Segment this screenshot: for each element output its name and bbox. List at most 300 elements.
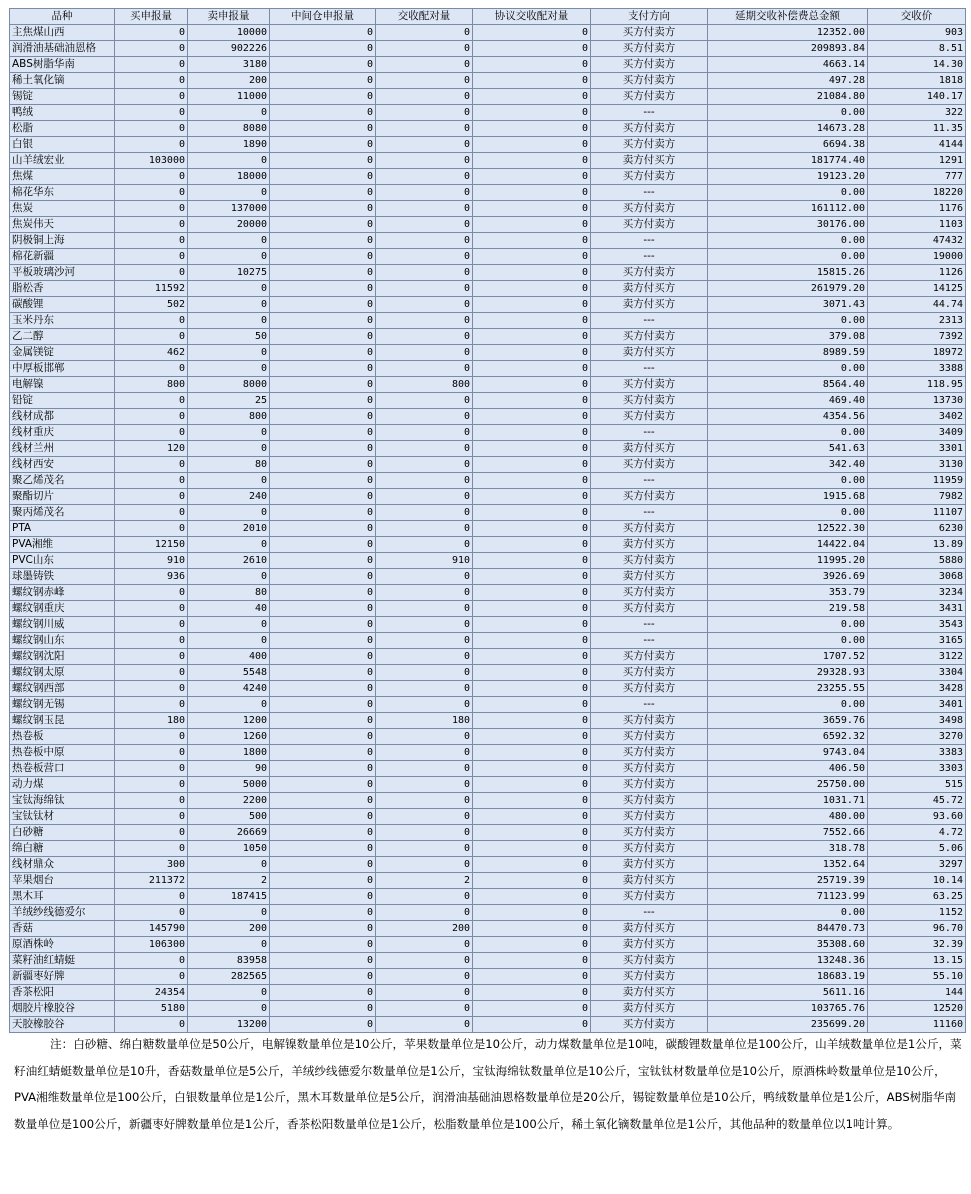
- cell-buy-qty: 936: [115, 569, 188, 585]
- cell-matched-qty: 200: [376, 921, 473, 937]
- cell-payment-direction: 卖方付买方: [591, 297, 708, 313]
- cell-compensation-total: 0.00: [708, 233, 868, 249]
- cell-buy-qty: 0: [115, 729, 188, 745]
- cell-delivery-price: 118.95: [868, 377, 966, 393]
- cell-sell-qty: 83958: [188, 953, 270, 969]
- cell-buy-qty: 211372: [115, 873, 188, 889]
- cell-intermediate-qty: 0: [270, 825, 376, 841]
- cell-buy-qty: 0: [115, 57, 188, 73]
- cell-delivery-price: 3122: [868, 649, 966, 665]
- cell-intermediate-qty: 0: [270, 537, 376, 553]
- table-row: [10, 569, 966, 585]
- cell-delivery-price: 3301: [868, 441, 966, 457]
- cell-sell-qty: 902226: [188, 41, 270, 57]
- table-row: [10, 937, 966, 953]
- cell-variety: 电解镍: [10, 377, 115, 393]
- cell-matched-qty: 0: [376, 745, 473, 761]
- col-header-delivery-price: 交收价: [868, 9, 966, 25]
- col-header-matched-qty: 交收配对量: [376, 9, 473, 25]
- cell-delivery-price: 3409: [868, 425, 966, 441]
- cell-matched-qty: 0: [376, 361, 473, 377]
- cell-sell-qty: 200: [188, 73, 270, 89]
- cell-sell-qty: 137000: [188, 201, 270, 217]
- cell-payment-direction: 卖方付买方: [591, 857, 708, 873]
- cell-compensation-total: 14673.28: [708, 121, 868, 137]
- table-row: [10, 473, 966, 489]
- cell-buy-qty: 800: [115, 377, 188, 393]
- cell-payment-direction: ---: [591, 473, 708, 489]
- cell-variety: 山羊绒宏业: [10, 153, 115, 169]
- cell-matched-qty: 0: [376, 233, 473, 249]
- table-row: [10, 137, 966, 153]
- cell-intermediate-qty: 0: [270, 265, 376, 281]
- cell-agreement-matched-qty: 0: [473, 153, 591, 169]
- cell-delivery-price: 3270: [868, 729, 966, 745]
- cell-variety: PVA湘维: [10, 537, 115, 553]
- cell-payment-direction: 买方付卖方: [591, 553, 708, 569]
- cell-intermediate-qty: 0: [270, 345, 376, 361]
- cell-payment-direction: 买方付卖方: [591, 585, 708, 601]
- table-row: [10, 217, 966, 233]
- cell-delivery-price: 11.35: [868, 121, 966, 137]
- cell-variety: 羊绒纱线德爱尔: [10, 905, 115, 921]
- cell-variety: 热卷板: [10, 729, 115, 745]
- cell-intermediate-qty: 0: [270, 873, 376, 889]
- cell-variety: 螺纹钢沈阳: [10, 649, 115, 665]
- cell-intermediate-qty: 0: [270, 601, 376, 617]
- cell-variety: 铅锭: [10, 393, 115, 409]
- cell-buy-qty: 12150: [115, 537, 188, 553]
- cell-sell-qty: 0: [188, 313, 270, 329]
- cell-variety: 新疆枣好牌: [10, 969, 115, 985]
- cell-payment-direction: ---: [591, 505, 708, 521]
- cell-intermediate-qty: 0: [270, 937, 376, 953]
- col-header-agreement-matched-qty: 协议交收配对量: [473, 9, 591, 25]
- cell-delivery-price: 3297: [868, 857, 966, 873]
- cell-compensation-total: 1707.52: [708, 649, 868, 665]
- cell-buy-qty: 0: [115, 585, 188, 601]
- col-header-variety: 品种: [10, 9, 115, 25]
- cell-matched-qty: 0: [376, 665, 473, 681]
- cell-delivery-price: 3388: [868, 361, 966, 377]
- cell-payment-direction: 卖方付买方: [591, 537, 708, 553]
- cell-compensation-total: 25719.39: [708, 873, 868, 889]
- cell-matched-qty: 180: [376, 713, 473, 729]
- cell-payment-direction: 卖方付买方: [591, 569, 708, 585]
- cell-agreement-matched-qty: 0: [473, 313, 591, 329]
- cell-delivery-price: 10.14: [868, 873, 966, 889]
- cell-intermediate-qty: 0: [270, 121, 376, 137]
- cell-compensation-total: 0.00: [708, 185, 868, 201]
- cell-matched-qty: 0: [376, 761, 473, 777]
- cell-payment-direction: 买方付卖方: [591, 953, 708, 969]
- cell-compensation-total: 0.00: [708, 905, 868, 921]
- table-row: [10, 489, 966, 505]
- table-row: [10, 41, 966, 57]
- cell-payment-direction: 买方付卖方: [591, 1017, 708, 1033]
- cell-payment-direction: 买方付卖方: [591, 393, 708, 409]
- cell-agreement-matched-qty: 0: [473, 169, 591, 185]
- cell-compensation-total: 469.40: [708, 393, 868, 409]
- cell-intermediate-qty: 0: [270, 1017, 376, 1033]
- cell-agreement-matched-qty: 0: [473, 105, 591, 121]
- cell-delivery-price: 3428: [868, 681, 966, 697]
- cell-variety: 线材鼎众: [10, 857, 115, 873]
- cell-buy-qty: 0: [115, 185, 188, 201]
- cell-intermediate-qty: 0: [270, 457, 376, 473]
- cell-variety: 螺纹钢无锡: [10, 697, 115, 713]
- cell-compensation-total: 1915.68: [708, 489, 868, 505]
- cell-agreement-matched-qty: 0: [473, 57, 591, 73]
- cell-buy-qty: 0: [115, 969, 188, 985]
- cell-intermediate-qty: 0: [270, 633, 376, 649]
- cell-buy-qty: 0: [115, 457, 188, 473]
- cell-matched-qty: 0: [376, 297, 473, 313]
- cell-variety: 天胶橡胶谷: [10, 1017, 115, 1033]
- table-row: [10, 345, 966, 361]
- cell-agreement-matched-qty: 0: [473, 825, 591, 841]
- cell-variety: 碳酸锂: [10, 297, 115, 313]
- cell-matched-qty: 800: [376, 377, 473, 393]
- cell-agreement-matched-qty: 0: [473, 505, 591, 521]
- table-row: [10, 57, 966, 73]
- table-row: [10, 713, 966, 729]
- table-row: [10, 361, 966, 377]
- cell-sell-qty: 0: [188, 537, 270, 553]
- cell-variety: 原酒株岭: [10, 937, 115, 953]
- cell-compensation-total: 209893.84: [708, 41, 868, 57]
- cell-sell-qty: 0: [188, 569, 270, 585]
- cell-agreement-matched-qty: 0: [473, 393, 591, 409]
- cell-intermediate-qty: 0: [270, 745, 376, 761]
- cell-intermediate-qty: 0: [270, 25, 376, 41]
- cell-matched-qty: 0: [376, 521, 473, 537]
- cell-sell-qty: 10275: [188, 265, 270, 281]
- cell-buy-qty: 5180: [115, 1001, 188, 1017]
- cell-agreement-matched-qty: 0: [473, 713, 591, 729]
- cell-compensation-total: 84470.73: [708, 921, 868, 937]
- cell-agreement-matched-qty: 0: [473, 25, 591, 41]
- cell-delivery-price: 32.39: [868, 937, 966, 953]
- cell-buy-qty: 0: [115, 617, 188, 633]
- cell-buy-qty: 0: [115, 665, 188, 681]
- cell-payment-direction: 卖方付买方: [591, 345, 708, 361]
- cell-compensation-total: 21084.80: [708, 89, 868, 105]
- table-row: [10, 665, 966, 681]
- cell-agreement-matched-qty: 0: [473, 697, 591, 713]
- table-row: [10, 89, 966, 105]
- cell-agreement-matched-qty: 0: [473, 361, 591, 377]
- cell-compensation-total: 0.00: [708, 249, 868, 265]
- cell-buy-qty: 0: [115, 393, 188, 409]
- cell-buy-qty: 0: [115, 409, 188, 425]
- cell-buy-qty: 0: [115, 889, 188, 905]
- cell-agreement-matched-qty: 0: [473, 1001, 591, 1017]
- cell-compensation-total: 71123.99: [708, 889, 868, 905]
- cell-intermediate-qty: 0: [270, 761, 376, 777]
- table-row: [10, 633, 966, 649]
- table-row: [10, 681, 966, 697]
- cell-variety: 螺纹钢山东: [10, 633, 115, 649]
- cell-sell-qty: 187415: [188, 889, 270, 905]
- cell-variety: 阴极铜上海: [10, 233, 115, 249]
- cell-matched-qty: 0: [376, 841, 473, 857]
- header-row: [10, 9, 966, 25]
- col-header-intermediate-qty: 中间仓申报量: [270, 9, 376, 25]
- cell-matched-qty: 0: [376, 633, 473, 649]
- cell-buy-qty: 0: [115, 265, 188, 281]
- cell-delivery-price: 7392: [868, 329, 966, 345]
- cell-sell-qty: 800: [188, 409, 270, 425]
- table-row: [10, 153, 966, 169]
- cell-agreement-matched-qty: 0: [473, 937, 591, 953]
- cell-delivery-price: 11107: [868, 505, 966, 521]
- cell-delivery-price: 3303: [868, 761, 966, 777]
- cell-sell-qty: 1200: [188, 713, 270, 729]
- cell-matched-qty: 0: [376, 1017, 473, 1033]
- cell-sell-qty: 0: [188, 697, 270, 713]
- cell-variety: 聚乙烯茂名: [10, 473, 115, 489]
- cell-payment-direction: ---: [591, 313, 708, 329]
- cell-delivery-price: 1291: [868, 153, 966, 169]
- cell-matched-qty: 0: [376, 25, 473, 41]
- cell-payment-direction: 买方付卖方: [591, 761, 708, 777]
- cell-delivery-price: 3304: [868, 665, 966, 681]
- cell-intermediate-qty: 0: [270, 41, 376, 57]
- table-row: [10, 441, 966, 457]
- cell-compensation-total: 30176.00: [708, 217, 868, 233]
- cell-compensation-total: 9743.04: [708, 745, 868, 761]
- cell-matched-qty: 2: [376, 873, 473, 889]
- cell-compensation-total: 8989.59: [708, 345, 868, 361]
- cell-intermediate-qty: 0: [270, 857, 376, 873]
- cell-intermediate-qty: 0: [270, 681, 376, 697]
- table-row: [10, 329, 966, 345]
- cell-delivery-price: 1152: [868, 905, 966, 921]
- cell-matched-qty: 0: [376, 825, 473, 841]
- cell-delivery-price: 5880: [868, 553, 966, 569]
- cell-payment-direction: 买方付卖方: [591, 793, 708, 809]
- cell-sell-qty: 5548: [188, 665, 270, 681]
- cell-buy-qty: 0: [115, 361, 188, 377]
- table-row: [10, 921, 966, 937]
- cell-matched-qty: 0: [376, 393, 473, 409]
- cell-delivery-price: 12520: [868, 1001, 966, 1017]
- cell-payment-direction: 买方付卖方: [591, 665, 708, 681]
- table-row: [10, 985, 966, 1001]
- table-row: [10, 521, 966, 537]
- cell-sell-qty: 0: [188, 425, 270, 441]
- cell-agreement-matched-qty: 0: [473, 809, 591, 825]
- cell-compensation-total: 541.63: [708, 441, 868, 457]
- cell-buy-qty: 300: [115, 857, 188, 873]
- cell-intermediate-qty: 0: [270, 361, 376, 377]
- table-row: [10, 809, 966, 825]
- cell-matched-qty: 0: [376, 473, 473, 489]
- cell-compensation-total: 219.58: [708, 601, 868, 617]
- cell-delivery-price: 2313: [868, 313, 966, 329]
- cell-delivery-price: 3498: [868, 713, 966, 729]
- cell-intermediate-qty: 0: [270, 521, 376, 537]
- cell-variety: 菜籽油红蜻蜓: [10, 953, 115, 969]
- cell-delivery-price: 144: [868, 985, 966, 1001]
- cell-agreement-matched-qty: 0: [473, 345, 591, 361]
- cell-intermediate-qty: 0: [270, 569, 376, 585]
- cell-payment-direction: 买方付卖方: [591, 521, 708, 537]
- cell-compensation-total: 12352.00: [708, 25, 868, 41]
- cell-payment-direction: 买方付卖方: [591, 969, 708, 985]
- cell-agreement-matched-qty: 0: [473, 921, 591, 937]
- cell-variety: 宝钛海绵钛: [10, 793, 115, 809]
- cell-buy-qty: 145790: [115, 921, 188, 937]
- cell-sell-qty: 0: [188, 361, 270, 377]
- cell-payment-direction: 买方付卖方: [591, 729, 708, 745]
- cell-payment-direction: 买方付卖方: [591, 601, 708, 617]
- cell-payment-direction: ---: [591, 905, 708, 921]
- cell-intermediate-qty: 0: [270, 185, 376, 201]
- cell-sell-qty: 1800: [188, 745, 270, 761]
- cell-buy-qty: 0: [115, 777, 188, 793]
- cell-agreement-matched-qty: 0: [473, 137, 591, 153]
- cell-matched-qty: 0: [376, 585, 473, 601]
- cell-buy-qty: 0: [115, 1017, 188, 1033]
- cell-compensation-total: 35308.60: [708, 937, 868, 953]
- cell-intermediate-qty: 0: [270, 665, 376, 681]
- table-row: [10, 505, 966, 521]
- table-row: [10, 313, 966, 329]
- cell-matched-qty: 0: [376, 889, 473, 905]
- cell-matched-qty: 0: [376, 441, 473, 457]
- table-row: [10, 841, 966, 857]
- cell-compensation-total: 15815.26: [708, 265, 868, 281]
- cell-delivery-price: 13.15: [868, 953, 966, 969]
- cell-agreement-matched-qty: 0: [473, 1017, 591, 1033]
- cell-payment-direction: 卖方付买方: [591, 985, 708, 1001]
- cell-delivery-price: 13730: [868, 393, 966, 409]
- cell-delivery-price: 44.74: [868, 297, 966, 313]
- cell-intermediate-qty: 0: [270, 137, 376, 153]
- cell-matched-qty: 0: [376, 345, 473, 361]
- table-row: [10, 1001, 966, 1017]
- cell-agreement-matched-qty: 0: [473, 329, 591, 345]
- cell-payment-direction: 买方付卖方: [591, 889, 708, 905]
- cell-compensation-total: 181774.40: [708, 153, 868, 169]
- cell-matched-qty: 0: [376, 89, 473, 105]
- table-row: [10, 249, 966, 265]
- cell-buy-qty: 103000: [115, 153, 188, 169]
- cell-buy-qty: 0: [115, 473, 188, 489]
- cell-sell-qty: 8000: [188, 377, 270, 393]
- cell-agreement-matched-qty: 0: [473, 265, 591, 281]
- cell-variety: 螺纹钢重庆: [10, 601, 115, 617]
- cell-variety: 螺纹钢赤峰: [10, 585, 115, 601]
- cell-intermediate-qty: 0: [270, 377, 376, 393]
- cell-delivery-price: 11959: [868, 473, 966, 489]
- cell-payment-direction: 卖方付买方: [591, 873, 708, 889]
- cell-intermediate-qty: 0: [270, 313, 376, 329]
- cell-agreement-matched-qty: 0: [473, 665, 591, 681]
- cell-buy-qty: 0: [115, 313, 188, 329]
- table-row: [10, 969, 966, 985]
- cell-sell-qty: 0: [188, 633, 270, 649]
- cell-sell-qty: 240: [188, 489, 270, 505]
- cell-intermediate-qty: 0: [270, 233, 376, 249]
- cell-agreement-matched-qty: 0: [473, 121, 591, 137]
- cell-sell-qty: 80: [188, 457, 270, 473]
- cell-sell-qty: 0: [188, 857, 270, 873]
- cell-sell-qty: 1890: [188, 137, 270, 153]
- cell-compensation-total: 4663.14: [708, 57, 868, 73]
- cell-agreement-matched-qty: 0: [473, 969, 591, 985]
- cell-compensation-total: 0.00: [708, 697, 868, 713]
- cell-sell-qty: 0: [188, 985, 270, 1001]
- cell-agreement-matched-qty: 0: [473, 649, 591, 665]
- cell-compensation-total: 5611.16: [708, 985, 868, 1001]
- cell-sell-qty: 2010: [188, 521, 270, 537]
- cell-agreement-matched-qty: 0: [473, 745, 591, 761]
- cell-variety: 棉花华东: [10, 185, 115, 201]
- cell-variety: 主焦煤山西: [10, 25, 115, 41]
- cell-sell-qty: 50: [188, 329, 270, 345]
- cell-intermediate-qty: 0: [270, 905, 376, 921]
- cell-payment-direction: 卖方付买方: [591, 441, 708, 457]
- cell-matched-qty: 0: [376, 457, 473, 473]
- cell-buy-qty: 0: [115, 681, 188, 697]
- cell-intermediate-qty: 0: [270, 585, 376, 601]
- cell-sell-qty: 400: [188, 649, 270, 665]
- cell-matched-qty: 0: [376, 137, 473, 153]
- cell-agreement-matched-qty: 0: [473, 425, 591, 441]
- cell-agreement-matched-qty: 0: [473, 41, 591, 57]
- cell-sell-qty: 90: [188, 761, 270, 777]
- cell-sell-qty: 0: [188, 281, 270, 297]
- cell-payment-direction: 卖方付买方: [591, 921, 708, 937]
- cell-buy-qty: 462: [115, 345, 188, 361]
- cell-variety: 稀土氧化镝: [10, 73, 115, 89]
- cell-variety: 白砂糖: [10, 825, 115, 841]
- cell-sell-qty: 0: [188, 505, 270, 521]
- cell-variety: 平板玻璃沙河: [10, 265, 115, 281]
- cell-compensation-total: 8564.40: [708, 377, 868, 393]
- cell-matched-qty: 0: [376, 265, 473, 281]
- cell-variety: 线材重庆: [10, 425, 115, 441]
- cell-intermediate-qty: 0: [270, 793, 376, 809]
- cell-compensation-total: 0.00: [708, 361, 868, 377]
- cell-compensation-total: 6592.32: [708, 729, 868, 745]
- cell-sell-qty: 5000: [188, 777, 270, 793]
- cell-payment-direction: 买方付卖方: [591, 329, 708, 345]
- table-row: [10, 889, 966, 905]
- cell-compensation-total: 0.00: [708, 617, 868, 633]
- cell-buy-qty: 502: [115, 297, 188, 313]
- cell-agreement-matched-qty: 0: [473, 601, 591, 617]
- cell-buy-qty: 0: [115, 761, 188, 777]
- table-row: [10, 857, 966, 873]
- cell-delivery-price: 515: [868, 777, 966, 793]
- table-row: [10, 585, 966, 601]
- cell-compensation-total: 19123.20: [708, 169, 868, 185]
- cell-delivery-price: 3165: [868, 633, 966, 649]
- cell-variety: 玉米丹东: [10, 313, 115, 329]
- cell-compensation-total: 12522.30: [708, 521, 868, 537]
- cell-compensation-total: 161112.00: [708, 201, 868, 217]
- cell-matched-qty: 0: [376, 617, 473, 633]
- cell-sell-qty: 18000: [188, 169, 270, 185]
- cell-delivery-price: 1176: [868, 201, 966, 217]
- cell-compensation-total: 23255.55: [708, 681, 868, 697]
- cell-payment-direction: 买方付卖方: [591, 489, 708, 505]
- cell-matched-qty: 0: [376, 953, 473, 969]
